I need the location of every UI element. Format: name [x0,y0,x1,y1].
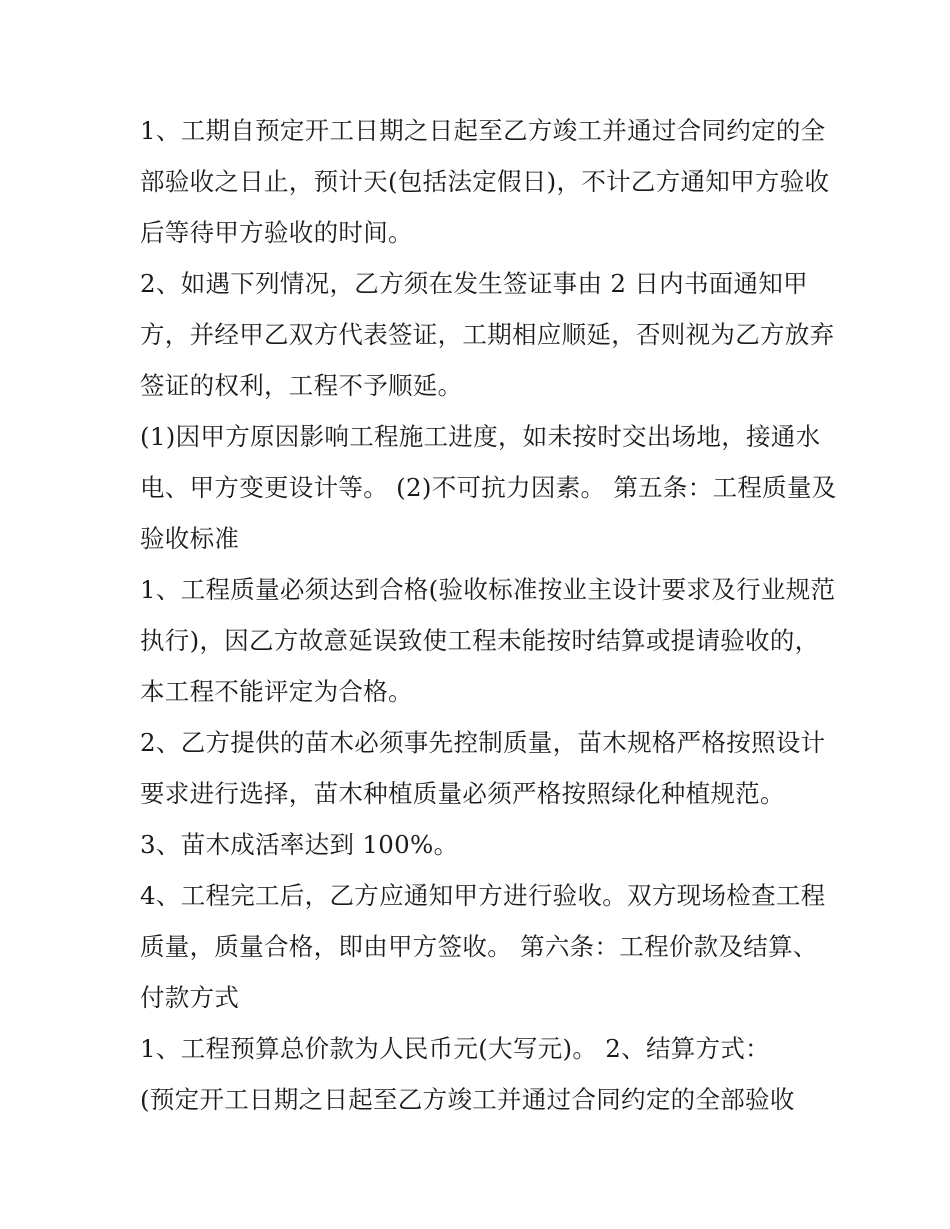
paragraph: (预定开工日期之日起至乙方竣工并通过合同约定的全部验收 [140,1085,795,1114]
document-body [140,105,840,1125]
paragraph: 2、如遇下列情况，乙方须在发生签证事由 2 日内书面通知甲方，并经甲乙双方代表签证，工期相应顺延，否则视为乙方放弃签证的权利，工程不予顺延。 [140,269,835,400]
paragraph: 1、工程质量必须达到合格(验收标准按业主设计要求及行业规范执行)，因乙方故意延误致使工程未能按时结算或提请验收的，本工程不能评定为合格。 [140,575,836,706]
paragraph: 2、乙方提供的苗木必须事先控制质量，苗木规格严格按照设计要求进行选择，苗木种植质量必须严格按照绿化种植规范。 [140,728,826,808]
paragraph: 1、工程预算总价款为人民币元(大写元)。 2、结算方式： [140,1034,770,1063]
paragraph: 4、工程完工后，乙方应通知甲方进行验收。双方现场检查工程质量，质量合格，即由甲方签收。 第六条：工程价款及结算、付款方式 [140,881,826,1012]
paragraph: 3、苗木成活率达到 100%。 [140,830,459,859]
paragraph: 1、工期自预定开工日期之日起至乙方竣工并通过合同约定的全部验收之日止，预计天(包括法定假日)，不计乙方通知甲方验收后等待甲方验收的时间。 [140,116,830,247]
paragraph: (1)因甲方原因影响工程施工进度，如未按时交出场地，接通水电、甲方变更设计等。 (2)不可抗力因素。 第五条：工程质量及验收标准 [140,422,837,553]
